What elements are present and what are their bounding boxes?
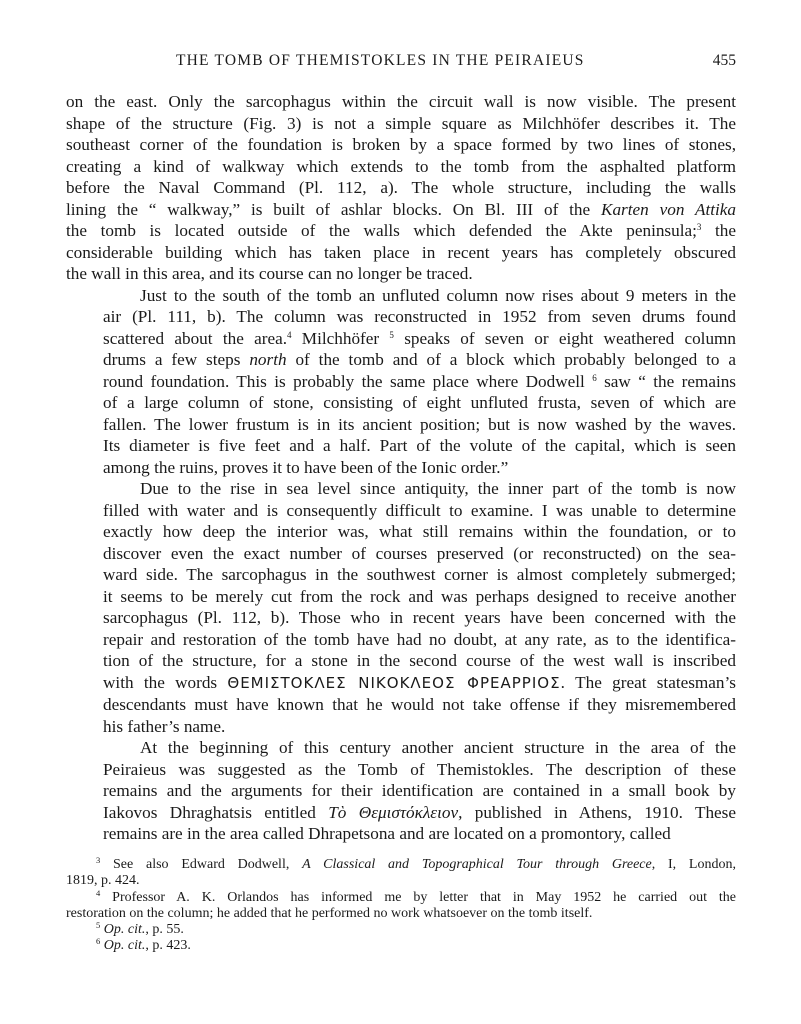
text-run: Professor A. K. Orlandos has informed me by letter that in May 1952 he carried out the: [100, 889, 736, 905]
text-run: Milchhöfer: [291, 328, 390, 348]
text-line: [66, 500, 736, 522]
italic-text: Op. cit.: [103, 922, 146, 938]
text-run: , I, London,: [651, 857, 736, 872]
paragraph: [66, 478, 736, 737]
text-run: Iakovos Dhraghatsis entitled: [103, 802, 329, 822]
text-run: speaks of seven or eight weathered column: [393, 328, 736, 348]
page-number: 455: [712, 52, 736, 69]
text-run: , p. 55.: [145, 922, 184, 938]
text-line: [66, 737, 736, 759]
text-line: [66, 607, 736, 629]
text-line: [66, 156, 736, 178]
paragraph: [66, 737, 736, 845]
text-run: , published in Athens, 1910. These: [458, 802, 736, 822]
footnotes: [66, 857, 736, 955]
running-header: [66, 52, 736, 74]
text-line: [66, 564, 736, 586]
text-run: with the words: [103, 672, 228, 692]
text-run: the wall in this area, and its course can no longer be traced.: [66, 264, 473, 283]
text-run: his father’s name.: [103, 716, 226, 736]
footnote-marker: 4: [96, 887, 101, 898]
text-line: [66, 134, 736, 156]
text-line: [66, 349, 736, 371]
text-line: [66, 199, 736, 221]
italic-text: Op. cit.: [103, 938, 146, 954]
text-run: round foundation. This is probably the same place where Dodwell: [103, 371, 593, 391]
text-run: drums a few steps: [103, 350, 250, 369]
text-run: scattered about the area.: [103, 328, 288, 348]
paragraph: [66, 285, 736, 479]
footnote-marker: 5: [96, 920, 101, 931]
text-line: [66, 759, 736, 781]
text-run: remains are in the area called Dhrapetsona and are located on a promontory, called: [103, 824, 671, 843]
text-run: filled with water and is consequently difficult to examine. I was unable to determine: [103, 500, 736, 520]
running-title: THE TOMB OF THEMISTOKLES IN THE PEIRAIEUS: [176, 52, 585, 69]
text-line: [66, 285, 736, 307]
italic-text: Karten von Attika: [601, 199, 736, 219]
footnote-line: [66, 873, 736, 889]
text-line: [66, 650, 736, 672]
footnote-marker: 3: [696, 222, 702, 232]
footnote-marker: 5: [389, 329, 394, 340]
text-run: See also Edward Dodwell,: [100, 857, 303, 872]
text-run: ward side. The sarcophagus in the southwest corner is almost completely submerged;: [103, 565, 736, 584]
text-line: [66, 371, 736, 393]
text-line: [66, 716, 736, 738]
text-line: [66, 543, 736, 565]
text-run: fallen. The lower frustum is in its ancient position; but is now washed by the waves.: [103, 414, 736, 434]
text-run: on the east. Only the sarcophagus within the circuit wall is now visible. The present: [66, 92, 736, 111]
footnote-line: [66, 887, 736, 906]
text-run: of the tomb and of a block which probably belonged to a: [286, 350, 736, 369]
footnote: [66, 887, 736, 923]
text-line: [66, 802, 736, 824]
footnote-line: [66, 922, 736, 938]
text-line: [66, 328, 736, 350]
text-line: [66, 392, 736, 414]
text-run: sarcophagus (Pl. 112, b). Those who in recent years have been concerned with the: [103, 608, 736, 627]
text-line: [66, 629, 736, 651]
footnote-line: [66, 938, 736, 954]
text-line: [66, 694, 736, 716]
text-line: [66, 823, 736, 845]
footnote-marker: 6: [592, 372, 597, 383]
text-line: [66, 242, 736, 264]
footnote: [66, 922, 736, 938]
text-run: Peiraieus was suggested as the Tomb of Themistokles. The description of these: [103, 759, 736, 779]
body-text: [66, 91, 736, 845]
text-run: Just to the south of the tomb an unfluted column now rises about 9 meters in the: [140, 285, 736, 305]
text-run: remains and the arguments for their identification are contained in a small book by: [103, 781, 736, 800]
text-run: it seems to be merely cut from the rock and was perhaps designed to receive another: [103, 586, 736, 606]
footnote: [66, 857, 736, 890]
text-run: the: [701, 221, 736, 240]
text-line: [66, 263, 736, 285]
text-run: Due to the rise in sea level since antiquity, the inner part of the tomb is now: [140, 479, 736, 498]
text-run: considerable building which has taken place in recent years has completely obscured: [66, 242, 736, 262]
text-line: [66, 478, 736, 500]
text-run: descendants must have known that he would not take offense if they misremembered: [103, 695, 736, 714]
text-run: of a large column of stone, consisting of eight unfluted frusta, seven of which are: [103, 393, 736, 412]
footnote-line: [66, 906, 736, 922]
text-line: [66, 672, 736, 695]
greek-inscription: ΘΕΜΙΣΤΟΚΛΕΣ ΝΙΚΟΚΛΕΟΣ ΦΡΕΑΡΡΙΟΣ: [227, 673, 561, 692]
footnote-marker: 4: [287, 329, 292, 340]
footnote-marker: 6: [96, 936, 101, 947]
text-run: among the ruins, proves it to have been of the Ionic order.”: [103, 457, 509, 477]
text-run: , p. 423.: [145, 938, 191, 954]
text-line: [66, 586, 736, 608]
text-line: [66, 91, 736, 113]
text-run: lining the “ walkway,” is built of ashlar blocks. On Bl. III of the: [66, 199, 601, 219]
text-line: [66, 113, 736, 135]
text-run: before the Naval Command (Pl. 112, a). The whole structure, including the walls: [66, 178, 736, 197]
text-run: repair and restoration of the tomb have had no doubt, at any rate, as to the identifica-: [103, 629, 736, 649]
text-line: [66, 177, 736, 199]
italic-text: north: [249, 350, 287, 369]
text-line: [66, 457, 736, 479]
text-run: restoration on the column; he added that he performed no work whatsoever on the tomb itself.: [66, 905, 593, 921]
text-run: . The great statesman’s: [560, 672, 736, 692]
text-run: tion of the structure, for a stone in the second course of the west wall is inscribed: [103, 651, 736, 670]
text-run: air (Pl. 111, b). The column was reconstructed in 1952 from seven drums found: [103, 307, 736, 326]
text-run: saw “ the remains: [596, 371, 737, 391]
text-line: [66, 435, 736, 457]
text-run: the tomb is located outside of the walls which defended the Akte peninsula;: [66, 221, 697, 240]
italic-text: Τὸ Θεμιστόκλειον: [328, 802, 459, 822]
text-run: discover even the exact number of courses preserved (or reconstructed) on the sea-: [103, 543, 736, 563]
footnote-line: [66, 857, 736, 873]
footnote: [66, 938, 736, 954]
text-line: [66, 220, 736, 242]
text-line: [66, 521, 736, 543]
text-run: exactly how deep the interior was, what still remains within the foundation, or to: [103, 522, 736, 541]
paragraph: [66, 91, 736, 285]
text-run: shape of the structure (Fig. 3) is not a simple square as Milchhöfer describes it. The: [66, 113, 736, 133]
text-line: [66, 414, 736, 436]
italic-text: A Classical and Topographical Tour through Greece: [302, 857, 652, 872]
footnote-marker: 3: [96, 855, 101, 865]
text-run: 1819, p. 424.: [66, 873, 140, 889]
text-run: At the beginning of this century another ancient structure in the area of the: [140, 738, 736, 757]
text-run: southeast corner of the foundation is broken by a space formed by two lines of stones,: [66, 135, 736, 154]
text-line: [66, 780, 736, 802]
text-run: Its diameter is five feet and a half. Part of the volute of the capital, which is seen: [103, 436, 736, 455]
text-run: creating a kind of walkway which extends to the tomb from the asphalted platform: [66, 156, 736, 176]
text-line: [66, 306, 736, 328]
